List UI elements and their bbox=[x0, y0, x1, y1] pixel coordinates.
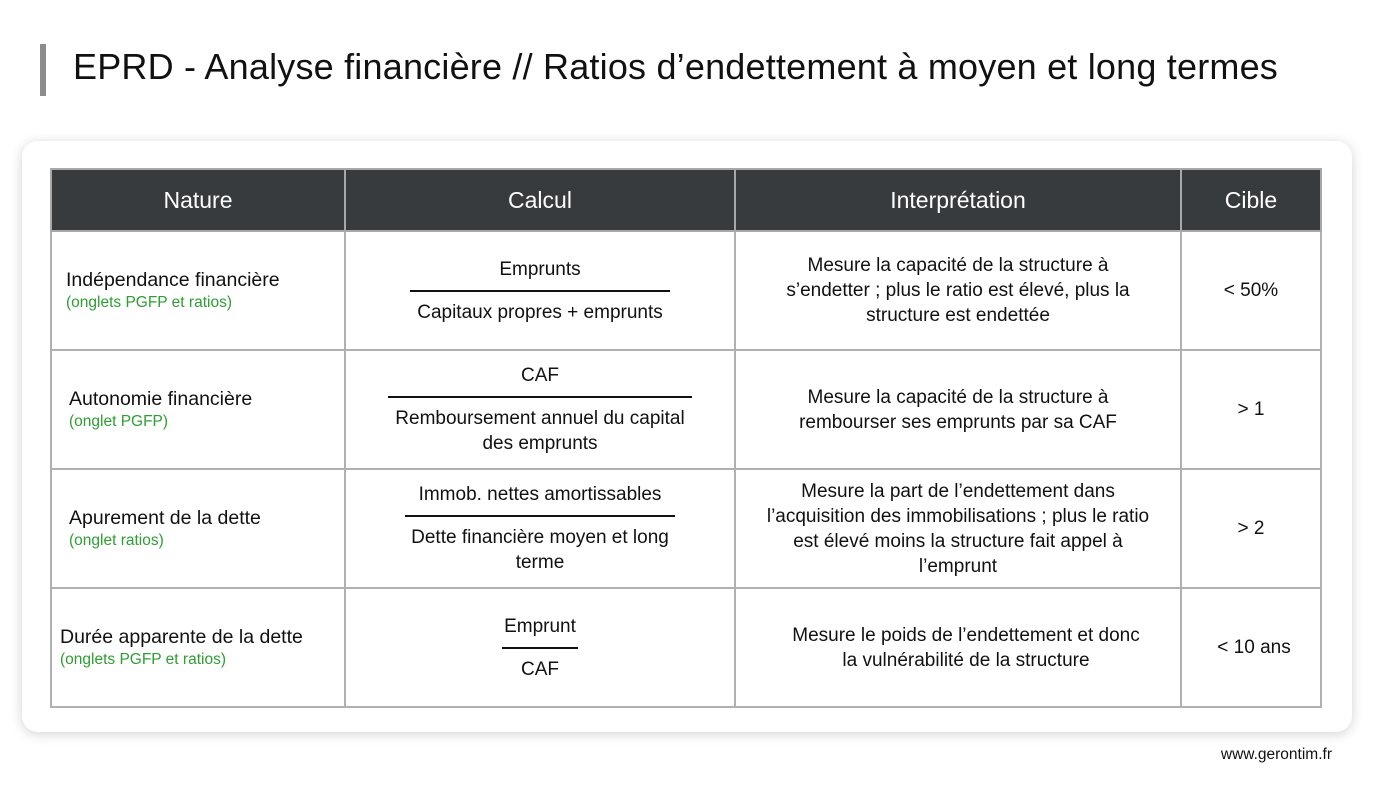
calcul-cell bbox=[345, 350, 735, 469]
ratios-table bbox=[50, 168, 1322, 708]
interpretation-cell bbox=[735, 588, 1181, 707]
table-row bbox=[51, 469, 1321, 588]
nature-name: Durée apparente de la dette bbox=[60, 626, 303, 648]
nature-cell bbox=[51, 231, 345, 350]
interpretation-cell bbox=[735, 469, 1181, 588]
ratio-denominator: CAF bbox=[521, 658, 559, 680]
column-header-nature: Nature bbox=[51, 169, 345, 231]
nature-name: Apurement de la dette bbox=[69, 507, 261, 529]
ratio-fraction bbox=[410, 257, 670, 325]
calcul-cell bbox=[345, 231, 735, 350]
table-header-row bbox=[51, 169, 1321, 231]
target-cell: > 2 bbox=[1181, 469, 1321, 588]
ratio-denominator: Remboursement annuel du capital des emprunts bbox=[395, 408, 685, 454]
nature-cell bbox=[51, 350, 345, 469]
nature-source: (onglets PGFP et ratios) bbox=[60, 651, 226, 668]
ratio-numerator: CAF bbox=[521, 365, 559, 386]
column-header-cible: Cible bbox=[1181, 169, 1321, 231]
table-row bbox=[51, 588, 1321, 707]
nature-source: (onglets PGFP et ratios) bbox=[66, 294, 232, 311]
column-header-calcul: Calcul bbox=[345, 169, 735, 231]
interpretation-cell bbox=[735, 350, 1181, 469]
ratio-denominator: Capitaux propres + emprunts bbox=[417, 301, 663, 323]
page-title: EPRD - Analyse financière // Ratios d’endettement à moyen et long termes bbox=[73, 46, 1279, 87]
nature-source: (onglet ratios) bbox=[69, 532, 164, 549]
nature-cell bbox=[51, 469, 345, 588]
target-cell: > 1 bbox=[1181, 350, 1321, 469]
interpretation-text: Mesure la capacité de la structure à s’endetter ; plus le ratio est élevé, plus la structure est endettée bbox=[786, 255, 1130, 326]
target-cell: < 10 ans bbox=[1181, 588, 1321, 707]
nature-source: (onglet PGFP) bbox=[69, 413, 169, 430]
nature-name: Autonomie financière bbox=[69, 388, 253, 410]
interpretation-text: Mesure la part de l’endettement dans l’acquisition des immobilisations ; plus le ratio est élevé moins la structure fait appel à l’emprunt bbox=[766, 480, 1150, 577]
nature-name: Indépendance financière bbox=[66, 269, 280, 291]
ratio-fraction bbox=[385, 363, 695, 456]
ratio-fraction bbox=[495, 614, 585, 682]
ratio-numerator: Emprunts bbox=[499, 258, 581, 280]
column-header-interpretation: Interprétation bbox=[735, 169, 1181, 231]
ratio-fraction bbox=[395, 482, 685, 575]
interpretation-text: Mesure la capacité de la structure à rembourser ses emprunts par sa CAF bbox=[799, 386, 1117, 433]
table-row bbox=[51, 231, 1321, 350]
table-row bbox=[51, 350, 1321, 469]
ratio-numerator: Emprunt bbox=[504, 615, 576, 637]
interpretation-cell bbox=[735, 231, 1181, 350]
ratio-numerator: Immob. nettes amortissables bbox=[418, 484, 662, 505]
website-footer: www.gerontim.fr bbox=[1220, 746, 1332, 763]
nature-cell bbox=[51, 588, 345, 707]
interpretation-text: Mesure le poids de l’endettement et donc la vulnérabilité de la structure bbox=[792, 624, 1140, 671]
ratio-denominator: Dette financière moyen et long terme bbox=[411, 527, 669, 573]
calcul-cell bbox=[345, 588, 735, 707]
title-accent-bar bbox=[40, 44, 46, 96]
target-cell: < 50% bbox=[1181, 231, 1321, 350]
calcul-cell bbox=[345, 469, 735, 588]
